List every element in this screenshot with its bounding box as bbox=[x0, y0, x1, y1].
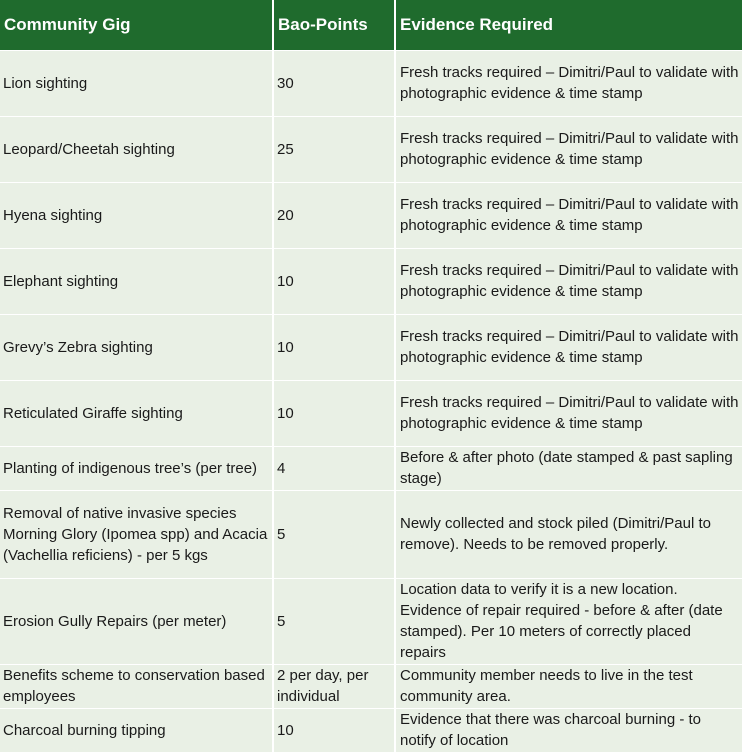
gig-cell: Charcoal burning tipping bbox=[0, 708, 273, 752]
evidence-cell: Fresh tracks required – Dimitri/Paul to validate with photographic evidence & time stamp bbox=[395, 182, 742, 248]
table-row bbox=[0, 182, 742, 248]
table-row bbox=[0, 248, 742, 314]
gig-cell: Erosion Gully Repairs (per meter) bbox=[0, 578, 273, 664]
evidence-cell: Fresh tracks required – Dimitri/Paul to validate with photographic evidence & time stamp bbox=[395, 116, 742, 182]
evidence-cell: Evidence that there was charcoal burning - to notify of location bbox=[395, 708, 742, 752]
points-cell: 4 bbox=[273, 446, 395, 490]
gig-cell: Planting of indigenous tree’s (per tree) bbox=[0, 446, 273, 490]
evidence-cell: Fresh tracks required – Dimitri/Paul to validate with photographic evidence & time stamp bbox=[395, 248, 742, 314]
evidence-cell: Fresh tracks required – Dimitri/Paul to validate with photographic evidence & time stamp bbox=[395, 50, 742, 116]
evidence-cell: Community member needs to live in the test community area. bbox=[395, 664, 742, 708]
table-row bbox=[0, 708, 742, 752]
gig-cell: Hyena sighting bbox=[0, 182, 273, 248]
evidence-cell: Location data to verify it is a new location. Evidence of repair required - before & after (date stamped). Per 10 meters of correctly placed repairs bbox=[395, 578, 742, 664]
gig-cell: Removal of native invasive species Morning Glory (Ipomea spp) and Acacia (Vachellia reficiens) - per 5 kgs bbox=[0, 490, 273, 578]
points-cell: 30 bbox=[273, 50, 395, 116]
table-row bbox=[0, 578, 742, 664]
evidence-cell: Before & after photo (date stamped & past sapling stage) bbox=[395, 446, 742, 490]
gig-cell: Elephant sighting bbox=[0, 248, 273, 314]
table-row bbox=[0, 490, 742, 578]
header-evidence-required: Evidence Required bbox=[395, 0, 742, 50]
gig-cell: Benefits scheme to conservation based employees bbox=[0, 664, 273, 708]
evidence-cell: Newly collected and stock piled (Dimitri/Paul to remove). Needs to be removed properly. bbox=[395, 490, 742, 578]
table-header bbox=[0, 0, 742, 50]
table-row bbox=[0, 314, 742, 380]
table-row bbox=[0, 380, 742, 446]
points-cell: 5 bbox=[273, 490, 395, 578]
header-community-gig: Community Gig bbox=[0, 0, 273, 50]
gig-cell: Reticulated Giraffe sighting bbox=[0, 380, 273, 446]
points-cell: 10 bbox=[273, 380, 395, 446]
table-row bbox=[0, 664, 742, 708]
gig-cell: Leopard/Cheetah sighting bbox=[0, 116, 273, 182]
evidence-cell: Fresh tracks required – Dimitri/Paul to validate with photographic evidence & time stamp bbox=[395, 314, 742, 380]
points-cell: 10 bbox=[273, 708, 395, 752]
gig-cell: Lion sighting bbox=[0, 50, 273, 116]
points-cell: 5 bbox=[273, 578, 395, 664]
table-row bbox=[0, 446, 742, 490]
gig-cell: Grevy’s Zebra sighting bbox=[0, 314, 273, 380]
header-bao-points: Bao-Points bbox=[273, 0, 395, 50]
table-row bbox=[0, 50, 742, 116]
table-row bbox=[0, 116, 742, 182]
evidence-cell: Fresh tracks required – Dimitri/Paul to validate with photographic evidence & time stamp bbox=[395, 380, 742, 446]
table-body bbox=[0, 50, 742, 752]
points-cell: 10 bbox=[273, 314, 395, 380]
points-cell: 2 per day, per individual bbox=[273, 664, 395, 708]
header-row bbox=[0, 0, 742, 50]
points-cell: 10 bbox=[273, 248, 395, 314]
points-cell: 20 bbox=[273, 182, 395, 248]
points-cell: 25 bbox=[273, 116, 395, 182]
